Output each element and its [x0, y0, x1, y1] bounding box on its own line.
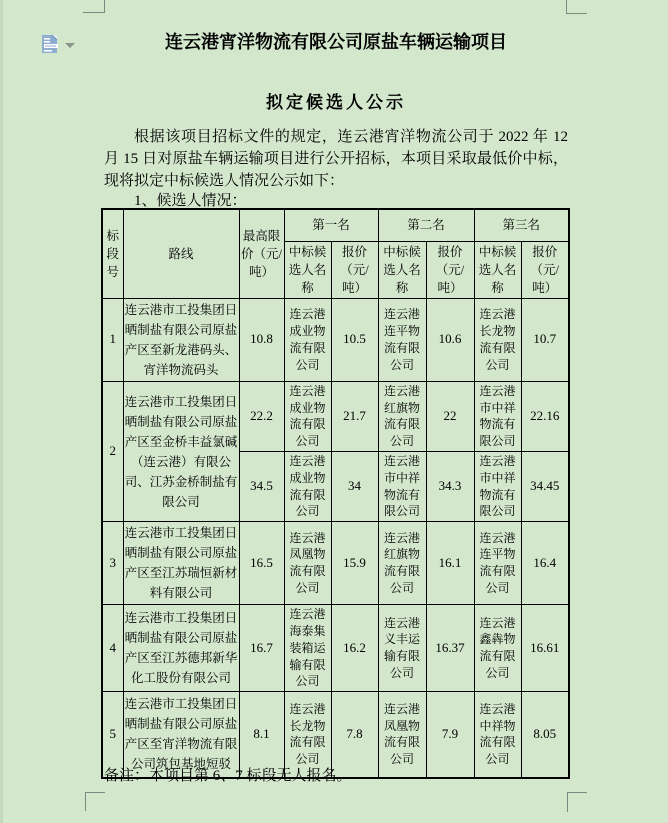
- crop-mark-top-right: [566, 13, 587, 14]
- intro-paragraph: 根据该项目招标文件的规定，连云港宵洋物流公司于 2022 年 12 月 15 日对原盐车辆运输项目进行公开招标，本项目采取最低价中标，现将拟定中标候选人情况公示如下：: [104, 129, 568, 189]
- candidate-cell: 连云港成业物流有限公司: [284, 381, 331, 451]
- max-price-cell: 8.1: [239, 692, 284, 778]
- route-cell: 连云港市工投集团日晒制盐有限公司原盐产区至江苏瑞恒新材料有限公司: [123, 522, 239, 605]
- header-quote: 报价（元/吨）: [426, 241, 474, 298]
- header-max-price: 最高限价（元/吨）: [239, 209, 284, 298]
- header-quote: 报价（元/吨）: [331, 241, 378, 298]
- quote-cell: 16.37: [426, 605, 474, 692]
- candidate-cell: 连云港凤凰物流有限公司: [378, 692, 426, 778]
- header-candidate: 中标候选人名称: [378, 241, 426, 298]
- header-rank-3: 第三名: [474, 209, 569, 241]
- route-cell: 连云港市工投集团日晒制盐有限公司原盐产区至金桥丰益氯碱（连云港）有限公司、江苏金桥制盐有限公司: [123, 381, 239, 521]
- candidate-cell: 连云港义丰运输有限公司: [378, 605, 426, 692]
- max-price-cell: 16.7: [239, 605, 284, 692]
- header-candidate: 中标候选人名称: [474, 241, 521, 298]
- table-row: [102, 522, 569, 605]
- page-title: 连云港宵洋物流有限公司原盐车辆运输项目: [165, 32, 507, 52]
- quote-cell: 15.9: [331, 522, 378, 605]
- max-price-cell: 16.5: [239, 522, 284, 605]
- quote-cell: 8.05: [521, 692, 569, 778]
- header-quote: 报价（元/吨）: [521, 241, 569, 298]
- header-rank-1: 第一名: [284, 209, 378, 241]
- candidate-cell: 连云港成业物流有限公司: [284, 298, 331, 381]
- candidate-cell: 连云港凤凰物流有限公司: [284, 522, 331, 605]
- candidates-table: [101, 208, 570, 779]
- candidate-cell: 连云港长龙物流有限公司: [474, 298, 521, 381]
- candidate-cell: 连云港市中祥物流有限公司: [474, 381, 521, 451]
- route-cell: 连云港市工投集团日晒制盐有限公司原盐产区至宵洋物流有限公司筑包基地短驳: [123, 692, 239, 778]
- quote-cell: 16.1: [426, 522, 474, 605]
- candidate-list-heading: 1、候选人情况：: [134, 193, 247, 209]
- candidate-cell: 连云港市中祥物流有限公司: [378, 452, 426, 522]
- note-line: 备注：本项目第 6、7 标段无人报名。: [104, 768, 352, 784]
- crop-mark-bottom-right: [567, 792, 568, 812]
- table-row: [102, 298, 569, 381]
- route-cell: 连云港市工投集团日晒制盐有限公司原盐产区至江苏德邦新华化工股份有限公司: [123, 605, 239, 692]
- candidate-cell: 连云港长龙物流有限公司: [284, 692, 331, 778]
- quote-cell: 22.16: [521, 381, 569, 451]
- crop-mark-bottom-left: [85, 792, 86, 811]
- max-price-cell: 22.2: [239, 381, 284, 451]
- paste-options-icon[interactable]: [42, 34, 60, 54]
- header-section: 标段号: [102, 209, 123, 298]
- table-row: [102, 605, 569, 692]
- candidate-cell: 连云港中祥物流有限公司: [474, 692, 521, 778]
- section-number: 5: [102, 692, 123, 778]
- candidate-cell: 连云港海泰集装箱运输有限公司: [284, 605, 331, 692]
- header-rank-2: 第二名: [378, 209, 474, 241]
- section-number: 2: [102, 381, 123, 521]
- quote-cell: 10.5: [331, 298, 378, 381]
- candidate-cell: 连云港市中祥物流有限公司: [474, 452, 521, 522]
- crop-mark-bottom-right: [567, 792, 587, 793]
- quote-cell: 34.3: [426, 452, 474, 522]
- header-candidate: 中标候选人名称: [284, 241, 331, 298]
- crop-mark-bottom-left: [85, 792, 105, 793]
- quote-cell: 16.2: [331, 605, 378, 692]
- header-route: 路线: [123, 209, 239, 298]
- table-row: [102, 381, 569, 451]
- max-price-cell: 34.5: [239, 452, 284, 522]
- section-number: 4: [102, 605, 123, 692]
- quote-cell: 10.6: [426, 298, 474, 381]
- dropdown-arrow-icon[interactable]: [65, 43, 75, 48]
- quote-cell: 21.7: [331, 381, 378, 451]
- crop-mark-top-right: [566, 0, 567, 14]
- candidate-cell: 连云港鑫犇物流有限公司: [474, 605, 521, 692]
- quote-cell: 22: [426, 381, 474, 451]
- quote-cell: 10.7: [521, 298, 569, 381]
- candidate-cell: 连云港红旗物流有限公司: [378, 381, 426, 451]
- quote-cell: 34.45: [521, 452, 569, 522]
- quote-cell: 16.61: [521, 605, 569, 692]
- candidate-cell: 连云港连平物流有限公司: [474, 522, 521, 605]
- crop-mark-top-left: [83, 12, 105, 13]
- page-edge-strip: [0, 0, 3, 823]
- route-cell: 连云港市工投集团日晒制盐有限公司原盐产区至新龙港码头、宵洋物流码头: [123, 298, 239, 381]
- candidate-cell: 连云港连平物流有限公司: [378, 298, 426, 381]
- quote-cell: 16.4: [521, 522, 569, 605]
- section-number: 3: [102, 522, 123, 605]
- max-price-cell: 10.8: [239, 298, 284, 381]
- quote-cell: 34: [331, 452, 378, 522]
- candidate-cell: 连云港成业物流有限公司: [284, 452, 331, 522]
- quote-cell: 7.9: [426, 692, 474, 778]
- candidate-cell: 连云港红旗物流有限公司: [378, 522, 426, 605]
- section-number: 1: [102, 298, 123, 381]
- quote-cell: 7.8: [331, 692, 378, 778]
- page-subtitle: 拟定候选人公示: [266, 93, 406, 112]
